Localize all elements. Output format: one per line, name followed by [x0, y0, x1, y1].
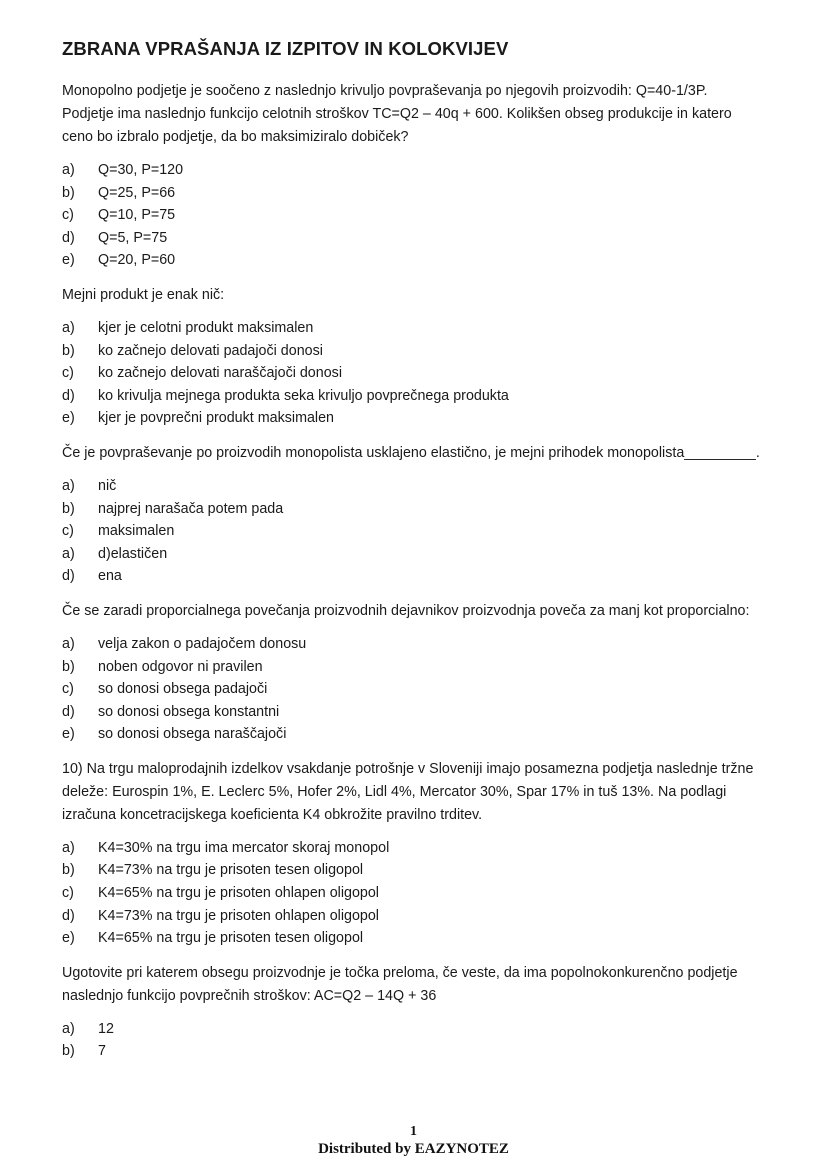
question-3 — [62, 442, 762, 588]
option-text: maksimalen — [98, 523, 175, 540]
option-text: d)elastičen — [98, 545, 168, 562]
option-item — [62, 656, 762, 679]
option-label: c) — [62, 681, 74, 698]
option-label: b) — [62, 658, 75, 675]
option-text: Q=5, P=75 — [98, 229, 168, 246]
question-text: Mejni produkt je enak nič: — [62, 286, 225, 303]
option-label: e) — [62, 930, 75, 947]
option-item — [62, 385, 762, 408]
option-label: d) — [62, 387, 75, 404]
distributed-by: Distributed by EAZYNOTEZ — [318, 1141, 509, 1157]
option-text: kjer je celotni produkt maksimalen — [98, 319, 314, 336]
option-text: so donosi obsega konstantni — [98, 703, 280, 720]
option-item — [62, 520, 762, 543]
option-text: Q=30, P=120 — [98, 162, 184, 178]
question-text: Monopolno podjetje je soočeno z naslednjo krivuljo povpraševanja po njegovih proizvodih: Q=40-1/3P. Podjetje ima naslednjo funkcijo celotnih stroškov TC=Q2 – 40q + 600. Kolikšen obseg produkcije in katero ceno bo izbralo podjetje, da bo maksimiziralo dobiček? — [62, 83, 732, 145]
option-item — [62, 701, 762, 724]
option-item — [62, 859, 762, 882]
option-text: 12 — [98, 1020, 114, 1037]
option-list — [62, 633, 762, 746]
option-label: e) — [62, 726, 75, 743]
option-item — [62, 837, 762, 860]
question-6 — [62, 962, 762, 1063]
option-item — [62, 723, 762, 746]
option-text: 7 — [98, 1043, 106, 1060]
option-list — [62, 475, 762, 588]
question-text: Če se zaradi proporcialnega povečanja proizvodnih dejavnikov proizvodnja poveča za manj kot proporcialno: — [62, 602, 750, 619]
option-item — [62, 543, 762, 566]
option-label: b) — [62, 342, 75, 359]
option-item — [62, 678, 762, 701]
option-label: a) — [62, 545, 75, 562]
option-item — [62, 249, 762, 272]
option-text: K4=65% na trgu je prisoten tesen oligopol — [98, 930, 364, 947]
option-label: a) — [62, 319, 75, 336]
option-text: K4=30% na trgu ima mercator skoraj monopol — [98, 839, 390, 856]
option-label: a) — [62, 839, 75, 856]
question-1 — [62, 80, 762, 272]
option-label: c) — [62, 885, 74, 902]
option-label: d) — [62, 703, 75, 720]
option-item — [62, 182, 762, 205]
option-text: ko začnejo delovati naraščajoči donosi — [98, 365, 342, 382]
option-label: e) — [62, 252, 75, 269]
option-item — [62, 159, 762, 182]
option-label: d) — [62, 907, 75, 924]
option-item — [62, 927, 762, 950]
option-item — [62, 882, 762, 905]
page-footer — [0, 1124, 827, 1158]
option-list — [62, 837, 762, 950]
option-label: a) — [62, 635, 75, 652]
option-item — [62, 1018, 762, 1041]
option-label: b) — [62, 500, 75, 517]
option-item — [62, 204, 762, 227]
question-2 — [62, 284, 762, 430]
option-item — [62, 317, 762, 340]
option-text: Q=10, P=75 — [98, 207, 176, 224]
option-list — [62, 317, 762, 430]
option-label: b) — [62, 862, 75, 879]
option-item — [62, 905, 762, 928]
option-item — [62, 475, 762, 498]
option-list — [62, 1018, 762, 1063]
option-label: a) — [62, 1020, 75, 1037]
option-text: Q=25, P=66 — [98, 184, 176, 201]
option-label: b) — [62, 184, 75, 201]
option-label: a) — [62, 162, 75, 178]
option-text: ko krivulja mejnega produkta seka krivuljo povprečnega produkta — [98, 387, 509, 404]
option-label: c) — [62, 207, 74, 224]
option-text: K4=73% na trgu je prisoten tesen oligopol — [98, 862, 364, 879]
option-text: K4=65% na trgu je prisoten ohlapen oligopol — [98, 885, 379, 902]
option-label: d) — [62, 229, 75, 246]
question-5 — [62, 758, 762, 950]
option-text: K4=73% na trgu je prisoten ohlapen oligopol — [98, 907, 379, 924]
option-text: ko začnejo delovati padajoči donosi — [98, 342, 323, 359]
page-number: 1 — [410, 1124, 417, 1139]
option-label: a) — [62, 477, 75, 494]
document-title: ZBRANA VPRAŠANJA IZ IZPITOV IN KOLOKVIJEV — [62, 38, 509, 59]
option-text: ena — [98, 568, 122, 585]
question-text: Če je povpraševanje po proizvodih monopolista usklajeno elastično, je mejni prihodek monopolista_________. — [62, 444, 760, 461]
option-text: so donosi obsega naraščajoči — [98, 726, 287, 743]
option-item — [62, 340, 762, 363]
option-text: kjer je povprečni produkt maksimalen — [98, 410, 335, 427]
option-label: d) — [62, 568, 75, 585]
option-item — [62, 1040, 762, 1063]
option-item — [62, 227, 762, 250]
option-text: so donosi obsega padajoči — [98, 681, 268, 698]
option-text: noben odgovor ni pravilen — [98, 658, 263, 675]
option-item — [62, 407, 762, 430]
option-list — [62, 159, 762, 272]
option-text: nič — [98, 477, 117, 494]
option-item — [62, 362, 762, 385]
option-item — [62, 565, 762, 588]
option-item — [62, 498, 762, 521]
question-text: 10) Na trgu maloprodajnih izdelkov vsakdanje potrošnje v Sloveniji imajo posamezna podjetja naslednje tržne deleže: Eurospin 1%, E. Leclerc 5%, Hofer 2%, Lidl 4%, Mercator 30%, Spar 17% in tuš 13%. Na podlagi izračuna koncetracijskega koeficienta K4 obkrožite pravilno trditev. — [62, 760, 754, 823]
option-label: b) — [62, 1043, 75, 1060]
option-text: velja zakon o padajočem donosu — [98, 635, 307, 652]
option-label: e) — [62, 410, 75, 427]
question-4 — [62, 600, 762, 746]
option-text: najprej narašača potem pada — [98, 500, 284, 517]
option-label: c) — [62, 523, 74, 540]
document-page — [62, 38, 762, 1075]
option-text: Q=20, P=60 — [98, 252, 176, 269]
option-item — [62, 633, 762, 656]
option-label: c) — [62, 365, 74, 382]
question-text: Ugotovite pri katerem obsegu proizvodnje je točka preloma, če veste, da ima popolnokonkurenčno podjetje naslednjo funkcijo povprečnih stroškov: AC=Q2 – 14Q + 36 — [62, 964, 738, 1004]
